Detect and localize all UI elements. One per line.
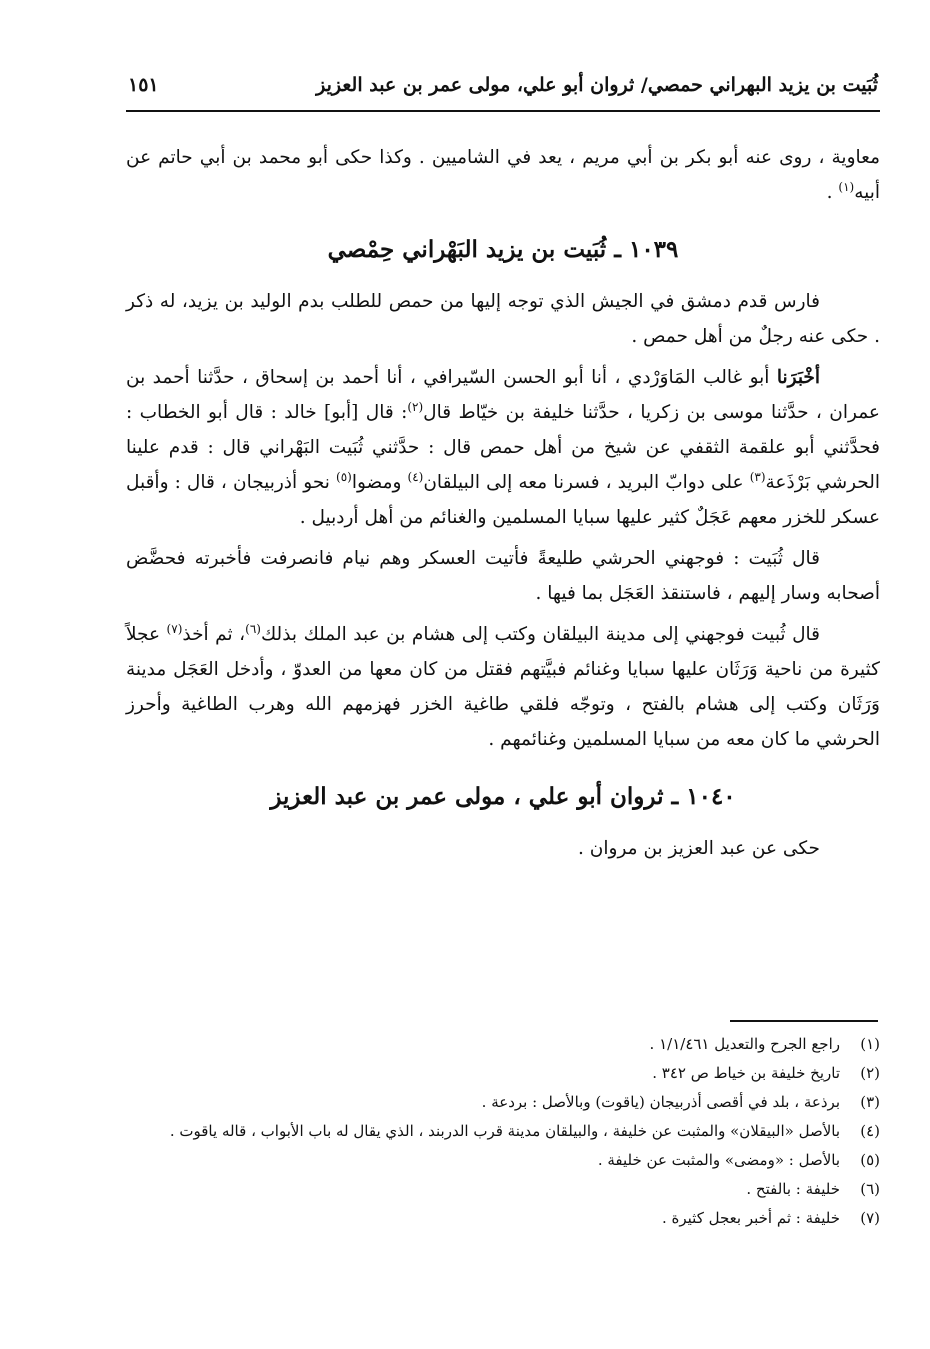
- footnote-ref-7: (٧): [166, 621, 183, 636]
- footnote-ref-1: (١): [838, 179, 855, 194]
- running-title: ثُبَيت بن يزيد البهراني حمصي/ ثروان أبو علي، مولى عمر بن عبد العزيز: [316, 74, 878, 96]
- paragraph-5: قال ثُبيت فوجهني إلى مدينة البيلقان وكتب إلى هشام بن عبد الملك بذلك$^{(٦)}$، ثم أخذ$^{(٧)}$ عجلاً كثيرة من ناحية وَرَثَان عليها سبايا وغنائم فبيَّتهم فقتل من كان معها من العدوّ ، وأدخل العَجَل مدينة وَرَثَان وكتب إلى هشام بالفتح ، وتوجّه فلقي طاغية الخزر فهزمهم الله وهرب الطاغية وأحرز الحرشي ما كان معه من سبايا المسلمين وغنائمهم .: [126, 621, 880, 750]
- footnote-item: (٢) تاريخ خليفة بن خياط ص ٣٤٢ .: [652, 1064, 880, 1082]
- paragraph-1: معاوية ، روى عنه أبو بكر بن أبي مريم ، يعد في الشاميين . وكذا حكى أبو محمد بن أبي حاتم عن أبيه$^{(١)}$ .: [126, 147, 880, 203]
- footnote-item: (٦) خليفة : بالفتح .: [746, 1180, 880, 1198]
- entry-heading-1039: ١٠٣٩ ـ ثُبَيت بن يزيد البَهْراني حِمْصي: [327, 236, 679, 263]
- akhbarana-lead: أخْبَرَنا: [776, 367, 820, 388]
- footnote-ref-2: (٢): [407, 399, 424, 414]
- paragraph-4: قال ثُبَيت : فوجهني الحرشي طليعةً فأتيت العسكر وهم نيام فانصرفت فأخبرته فحضَّض أصحابه وسار إليهم ، فاستنقذ العَجَل بما فيها .: [126, 548, 880, 604]
- page-header: [128, 72, 878, 108]
- footnote-ref-4: (٤): [407, 469, 424, 484]
- paragraph-3: أخْبَرَنا أبو غالب المَاوَرْدي ، أنا أبو الحسن السّيرافي ، أنا أحمد بن إسحاق ، حدَّثنا أحمد بن عمران ، حدَّثنا موسى بن زكريا ، حدَّثنا خليفة بن خيّاط قال$^{(٢)}$: قال [أبو] خالد : قال أبو الخطاب : فحدَّثني أبو علقمة الثقفي عن شيخ من أهل حمص قال : حدَّثني ثُبَيت البَهْراني قال : قدم علينا الحرشي بَرْذَعة$^{(٣)}$ على دوابّ البريد ، فسرنا معه إلى البيلقان$^{(٤)}$ ومضوا$^{(٥)}$ نحو أذربيجان ، قال : وأقبل عسكر للخزر معهم عَجَلٌ كثير عليها سبايا المسلمين والغنائم من أهل أردبيل .: [126, 367, 880, 528]
- paragraph-6: حكى عن عبد العزيز بن مروان .: [578, 838, 820, 859]
- main-text: [126, 140, 880, 872]
- footnote-item: (١) راجع الجرح والتعديل ١/١/٤٦١ .: [649, 1035, 880, 1053]
- footnote-item: (٧) خليفة : ثم أخبر بعجل كثيرة .: [661, 1209, 880, 1227]
- entry-heading-1040: ١٠٤٠ ـ ثروان أبو علي ، مولى عمر بن عبد العزيز: [270, 783, 736, 810]
- header-divider: [126, 110, 880, 112]
- footnote-ref-6: (٦): [245, 621, 261, 636]
- footnotes: [126, 1032, 880, 1235]
- paragraph-2: فارس قدم دمشق في الجيش الذي توجه إليها من حمص للطلب بدم الوليد بن يزيد، له ذكر . حكى عنه رجلٌ من أهل حمص .: [126, 291, 880, 347]
- footnote-item: (٣) برذعة ، بلد في أقصى أذربيجان (ياقوت) وبالأصل : بردعة .: [481, 1093, 880, 1111]
- footnote-ref-5: (٥): [336, 469, 352, 484]
- page-number: ١٥١: [128, 74, 159, 96]
- footnote-item: (٥) بالأصل : «ومضى» والمثبت عن خليفة .: [597, 1151, 880, 1169]
- footnote-ref-3: (٣): [749, 469, 766, 484]
- footnote-divider: [730, 1020, 878, 1022]
- footnote-item: (٤) بالأصل «البيقلان» والمثبت عن خليفة ، والبيلقان مدينة قرب الدربند ، الذي يقال له باب الأبواب ، قاله ياقوت .: [169, 1122, 880, 1140]
